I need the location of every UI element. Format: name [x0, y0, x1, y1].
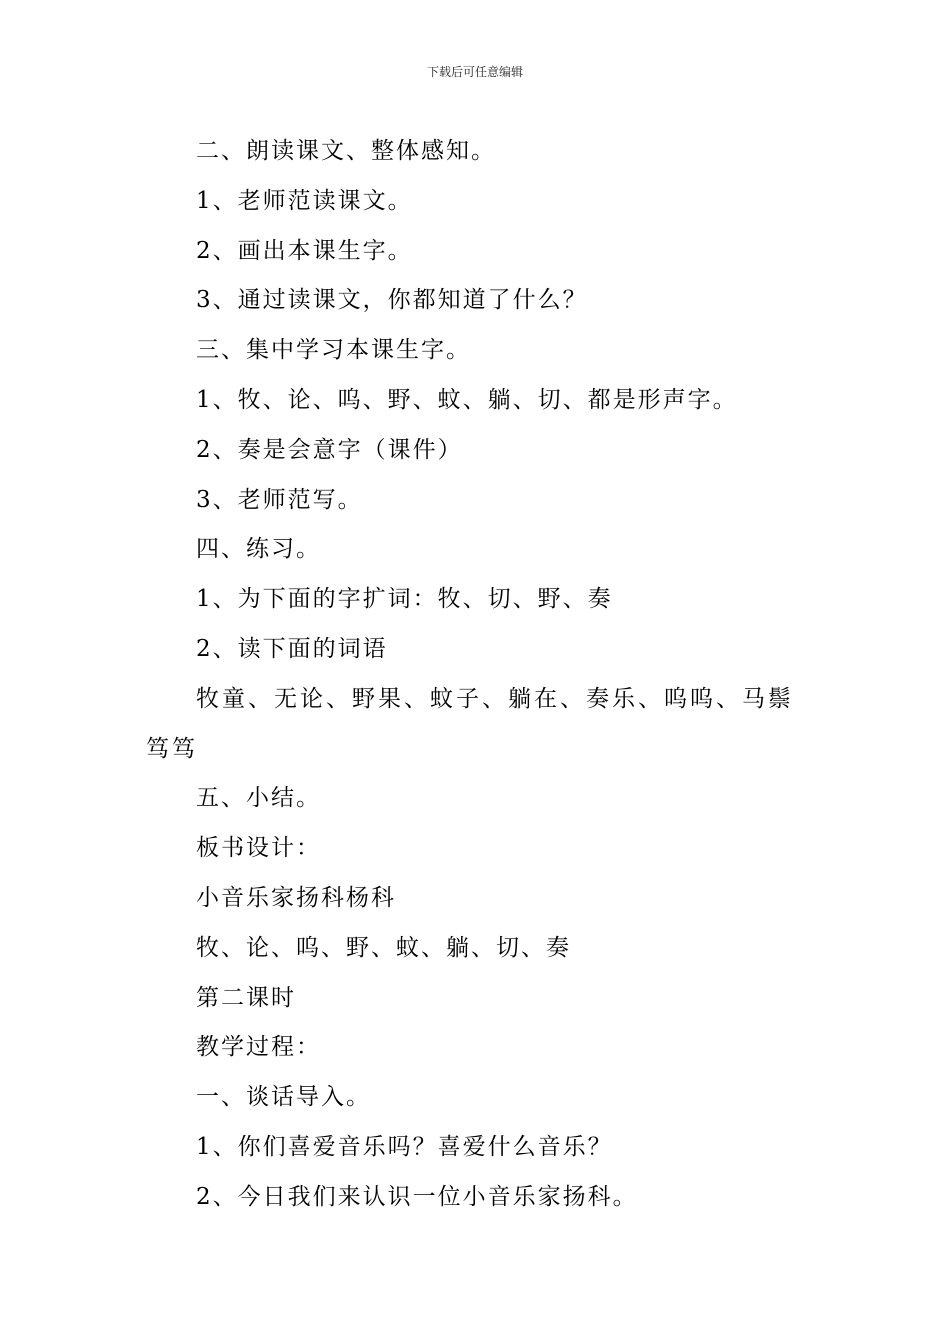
board-design-title: 小音乐家扬科杨科	[196, 884, 396, 911]
list-item: 1、你们喜爱音乐吗？喜爱什么音乐？	[196, 1133, 613, 1160]
document-body	[146, 127, 810, 1223]
word-list-paragraph: 牧童、无论、野果、蚊子、躺在、奏乐、呜呜、马鬃笃笃	[146, 685, 794, 762]
list-item: 3、通过读课文，你都知道了什么？	[196, 287, 588, 314]
page-header-note: 下载后可任意编辑	[426, 65, 523, 79]
section-heading: 三、集中学习本课生字。	[196, 337, 471, 364]
list-item: 2、读下面的词语	[196, 635, 388, 662]
list-item: 1、为下面的字扩词：牧、切、野、奏	[196, 586, 613, 613]
list-item: 1、老师范读课文。	[196, 187, 413, 214]
lesson-period-heading: 第二课时	[196, 984, 296, 1011]
teaching-process-label: 教学过程：	[196, 1034, 321, 1061]
list-item: 2、今日我们来认识一位小音乐家扬科。	[196, 1183, 638, 1210]
board-design-characters: 牧、论、呜、野、蚊、躺、切、奏	[196, 934, 571, 961]
list-item: 3、老师范写。	[196, 486, 363, 513]
section-heading: 二、朗读课文、整体感知。	[196, 138, 496, 164]
list-item: 2、奏是会意字（课件）	[196, 436, 463, 463]
section-heading: 五、小结。	[196, 785, 321, 812]
section-heading: 四、练习。	[196, 536, 321, 563]
board-design-label: 板书设计：	[196, 835, 321, 862]
list-item: 2、画出本课生字。	[196, 237, 413, 264]
section-heading: 一、谈话导入。	[196, 1084, 371, 1111]
list-item: 1、牧、论、呜、野、蚊、躺、切、都是形声字。	[196, 386, 738, 413]
